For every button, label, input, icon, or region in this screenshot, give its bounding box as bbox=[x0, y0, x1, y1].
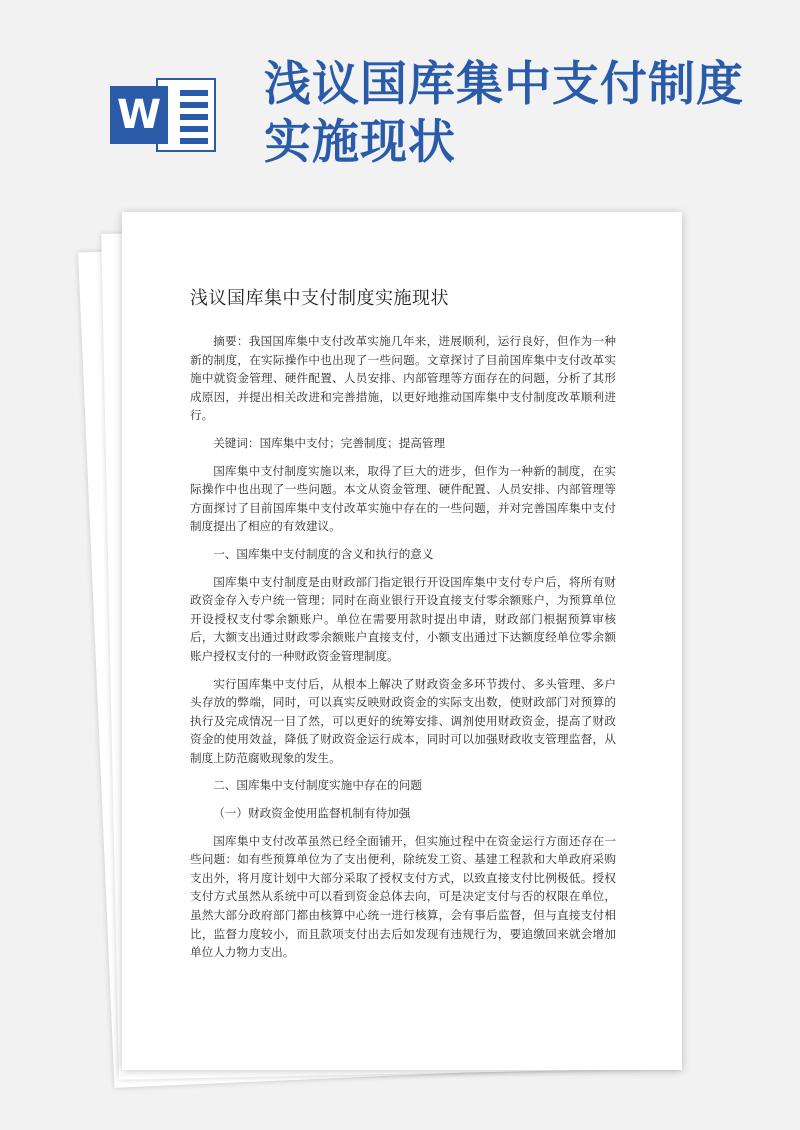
intro-paragraph: 国库集中支付制度实施以来，取得了巨大的进步，但作为一种新的制度，在实际操作中也出现了一些问题。本文从资金管理、硬件配置、人员安排、内部管理等方面探讨了目前国库集中支付改革实施中存在的一些问题，并对完善国库集中支付制度提出了相应的有效建议。 bbox=[190, 463, 616, 534]
document-body bbox=[190, 332, 616, 971]
body-paragraph: 国库集中支付制度是由财政部门指定银行开设国库集中支付专户后，将所有财政资金存入专户统一管理；同时在商业银行开设直接支付零余额账户，为预算单位开设授权支付零余额账户。单位在需要用款时提出申请，财政部门根据预算审核后，大额支出通过财政零余额账户直接支付，小额支出通过下达额度经单位零余额账户授权支付的一种财政资金管理制度。 bbox=[190, 574, 616, 663]
keywords-paragraph: 关键词：国库集中支付；完善制度；提高管理 bbox=[213, 435, 446, 450]
section-heading-1: 一、国库集中支付制度的含义和执行的意义 bbox=[213, 546, 434, 561]
body-paragraph: 国库集中支付改革虽然已经全面铺开，但实施过程中在资金运行方面还存在一些问题：如有些预算单位为了支出便利，除统发工资、基建工程款和大单政府采购支出外，将月度计划中大部分采取了授权支付方式，以致直接支付比例极低。授权支付方式虽然从系统中可以看到资金总体去向，可是决定支付与否的权限在单位，虽然大部分政府部门都由核算中心统一进行核算，会有事后监督，但与直接支付相比，监督力度较小，而且款项支付出去后如发现有违规行为，要追缴回来就会增加单位人力物力支出。 bbox=[190, 833, 616, 960]
subsection-heading-1: （一）财政资金使用监督机制有待加强 bbox=[213, 806, 411, 821]
document-page bbox=[122, 212, 682, 1070]
body-paragraph: 实行国库集中支付后，从根本上解决了财政资金多环节拨付、多头管理、多户头存放的弊端，同时，可以真实反映财政资金的实际支出数，使财政部门对预算的执行及完成情况一目了然，可以更好的统筹安排、调剂使用财政资金，提高了财政资金的使用效益，降低了财政资金运行成本，同时可以加强财政收支管理监督，从制度上防范腐败现象的发生。 bbox=[190, 676, 616, 765]
abstract-paragraph: 摘要：我国国库集中支付改革实施几年来，进展顺利，运行良好，但作为一种新的制度，在实际操作中也出现了一些问题。文章探讨了目前国库集中支付改革实施中就资金管理、硬件配置、人员安排、内部管理等方面存在的问题，分析了其形成原因，并提出相关改进和完善措施，以更好地推动国库集中支付制度改革顺利进行。 bbox=[190, 334, 616, 423]
page-title: 浅议国库集中支付制度实施现状 bbox=[264, 57, 744, 170]
header bbox=[0, 0, 800, 215]
word-logo-letter: W bbox=[110, 86, 168, 144]
section-heading-2: 二、国库集中支付制度实施中存在的问题 bbox=[213, 778, 422, 793]
word-document-icon bbox=[110, 72, 218, 158]
document-title: 浅议国库集中支付制度实施现状 bbox=[190, 288, 449, 309]
